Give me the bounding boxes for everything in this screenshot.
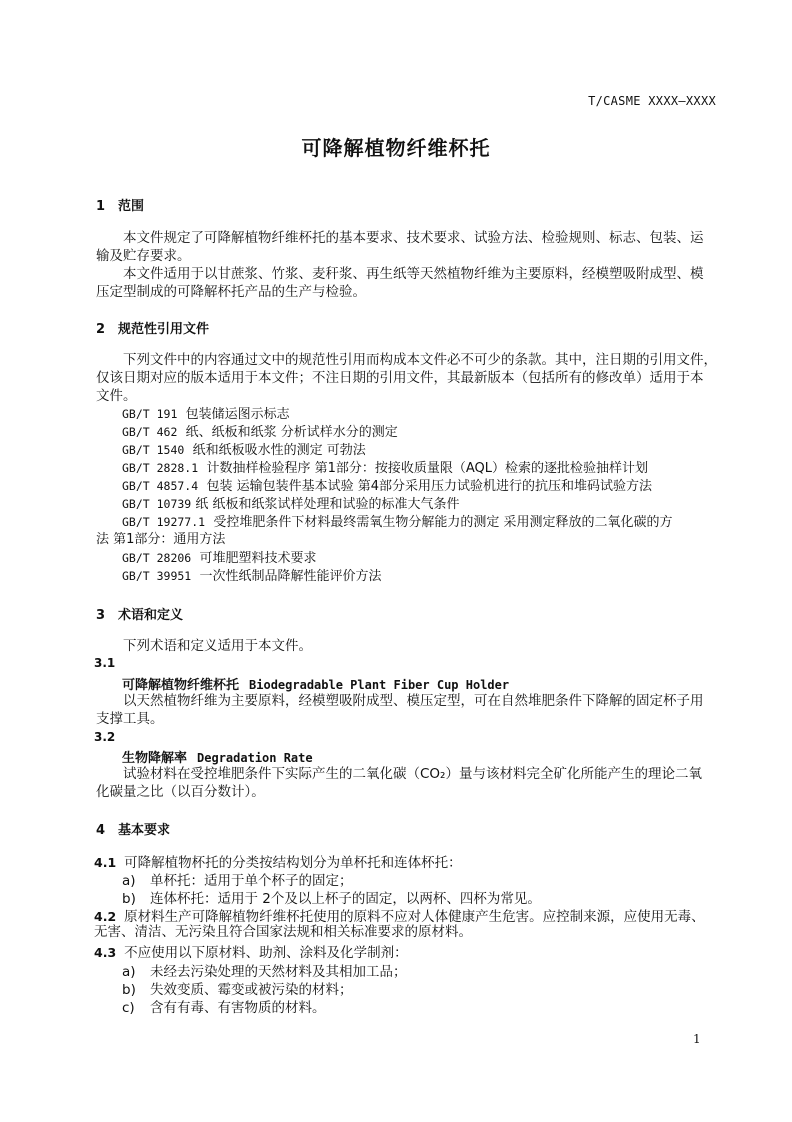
- reference-code: GB/T 19277.1: [122, 515, 206, 529]
- term-entry: [122, 747, 313, 766]
- section-number: 2: [96, 322, 106, 337]
- section-heading-basic-requirements: [96, 819, 170, 838]
- reference-code: GB/T 28206: [122, 551, 192, 565]
- definition-line: 支撑工具。: [96, 711, 164, 727]
- section-number: 4: [96, 823, 106, 838]
- reference-title: 纸和纸板吸水性的测定 可勃法: [192, 443, 366, 458]
- section-title: 范围: [118, 199, 145, 214]
- reference-title: 一次性纸制品降解性能评价方法: [199, 569, 382, 584]
- clause-text: 不应使用以下原材料、助剂、涂料及化学制剂：: [124, 945, 408, 961]
- list-text: 失效变质、霉变或被污染的材料；: [150, 982, 353, 998]
- list-text: 连体杯托：适用于 2个及以上杯子的固定，以两杯、四杯为常见。: [150, 891, 541, 907]
- reference-item: [122, 549, 317, 568]
- definition-line: 试验材料在受控堆肥条件下实际产生的二氧化碳（CO₂）量与该材料完全矿化所能产生的理论二氧: [123, 766, 702, 782]
- reference-item: [122, 459, 648, 478]
- reference-item: [122, 405, 290, 424]
- page-number: 1: [693, 1032, 701, 1046]
- list-marker: c): [122, 1000, 135, 1016]
- section-title: 术语和定义: [118, 608, 184, 623]
- definition-line: 以天然植物纤维为主要原料，经模塑吸附成型、模压定型，可在自然堆肥条件下降解的固定杯子用: [123, 693, 704, 709]
- list-marker: a): [122, 964, 136, 980]
- reference-title: 计数抽样检验程序 第1部分：按接收质量限（AQL）检索的逐批检验抽样计划: [206, 461, 648, 476]
- reference-code: GB/T 2828.1: [122, 461, 199, 475]
- paragraph-line: 文件。: [96, 388, 137, 404]
- clause-text: 原材料生产可降解植物纤维杯托使用的原料不应对人体健康产生危害。应控制来源，应使用无毒、: [124, 909, 705, 925]
- reference-code: GB/T 462: [122, 425, 178, 439]
- section-heading-terms-and-definitions: [96, 604, 183, 623]
- paragraph-line: 仅该日期对应的版本适用于本文件；不注日期的引用文件，其最新版本（包括所有的修改单）适用于本: [96, 370, 704, 386]
- term-english: Degradation Rate: [197, 751, 313, 765]
- section-title: 规范性引用文件: [118, 322, 210, 337]
- document-title: 可降解植物纤维杯托: [301, 136, 491, 160]
- list-item: [122, 869, 353, 889]
- paragraph-line: 无害、清洁、无污染且符合国家法规和相关标准要求的原材料。: [94, 924, 472, 940]
- section-heading-scope: [96, 195, 144, 214]
- reference-code: GB/T 191: [122, 407, 178, 421]
- clause-number: 4.1: [94, 855, 117, 870]
- reference-item: [122, 495, 460, 514]
- term-number: 3.1: [94, 656, 116, 670]
- section-number: 3: [96, 608, 106, 623]
- reference-title: 法 第1部分：通用方法: [96, 532, 226, 547]
- reference-code: GB/T 39951: [122, 569, 192, 583]
- document-code: T/CASME XXXX—XXXX: [588, 94, 716, 108]
- clause-4-2: [94, 905, 705, 925]
- reference-item: [122, 441, 366, 460]
- clause-4-1: [94, 851, 462, 871]
- reference-title: 可堆肥塑料技术要求: [199, 551, 317, 566]
- reference-title: 包装储运图示标志: [185, 407, 290, 422]
- section-title: 基本要求: [118, 823, 171, 838]
- section-heading-normative-references: [96, 318, 209, 337]
- list-item: [122, 978, 353, 998]
- list-marker: b): [122, 891, 136, 907]
- reference-code: GB/T 4857.4: [122, 479, 199, 493]
- reference-item-continued: [96, 531, 225, 549]
- reference-item: [122, 567, 382, 586]
- list-text: 单杯托：适用于单个杯子的固定；: [150, 873, 353, 889]
- paragraph-line: 本文件适用于以甘蔗浆、竹浆、麦秆浆、再生纸等天然植物纤维为主要原料，经模塑吸附成型、模: [123, 266, 704, 282]
- term-chinese: 生物降解率: [122, 751, 188, 766]
- clause-text: 可降解植物杯托的分类按结构划分为单杯托和连体杯托：: [124, 855, 462, 871]
- list-marker: b): [122, 982, 136, 998]
- paragraph-line: 下列文件中的内容通过文中的规范性引用而构成本文件必不可少的条款。其中，注日期的引用文件，: [123, 352, 717, 368]
- list-marker: a): [122, 873, 136, 889]
- paragraph-line: 下列术语和定义适用于本文件。: [123, 638, 312, 654]
- term-entry: [122, 674, 509, 693]
- list-item: [122, 887, 541, 907]
- clause-4-3: [94, 941, 408, 961]
- section-number: 1: [96, 199, 106, 214]
- term-chinese: 可降解植物纤维杯托: [122, 678, 240, 693]
- list-text: 未经去污染处理的天然材料及其相加工品；: [150, 964, 407, 980]
- reference-title: 包装 运输包装件基本试验 第4部分采用压力试验机进行的抗压和堆码试验方法: [206, 479, 652, 494]
- reference-title: 纸 纸板和纸浆试样处理和试验的标准大气条件: [195, 497, 460, 512]
- clause-number: 4.3: [94, 945, 117, 960]
- reference-title: 受控堆肥条件下材料最终需氧生物分解能力的测定 采用测定释放的二氧化碳的方: [213, 515, 673, 530]
- reference-item: [122, 513, 673, 532]
- term-english: Biodegradable Plant Fiber Cup Holder: [249, 678, 510, 692]
- list-item: [122, 960, 407, 980]
- list-text: 含有有毒、有害物质的材料。: [150, 1000, 326, 1016]
- paragraph-line: 本文件规定了可降解植物纤维杯托的基本要求、技术要求、试验方法、检验规则、标志、包装、运: [123, 230, 704, 246]
- paragraph-line: 压定型制成的可降解杯托产品的生产与检验。: [96, 284, 366, 300]
- list-item: [122, 996, 326, 1016]
- reference-title: 纸、纸板和纸浆 分析试样水分的测定: [185, 425, 398, 440]
- definition-line: 化碳量之比（以百分数计）。: [96, 784, 265, 800]
- clause-number: 4.2: [94, 909, 117, 924]
- term-number: 3.2: [94, 730, 116, 744]
- paragraph-line: 输及贮存要求。: [96, 248, 191, 264]
- reference-code: GB/T 10739: [122, 497, 192, 511]
- reference-item: [122, 477, 652, 496]
- reference-code: GB/T 1540: [122, 443, 185, 457]
- reference-item: [122, 423, 398, 442]
